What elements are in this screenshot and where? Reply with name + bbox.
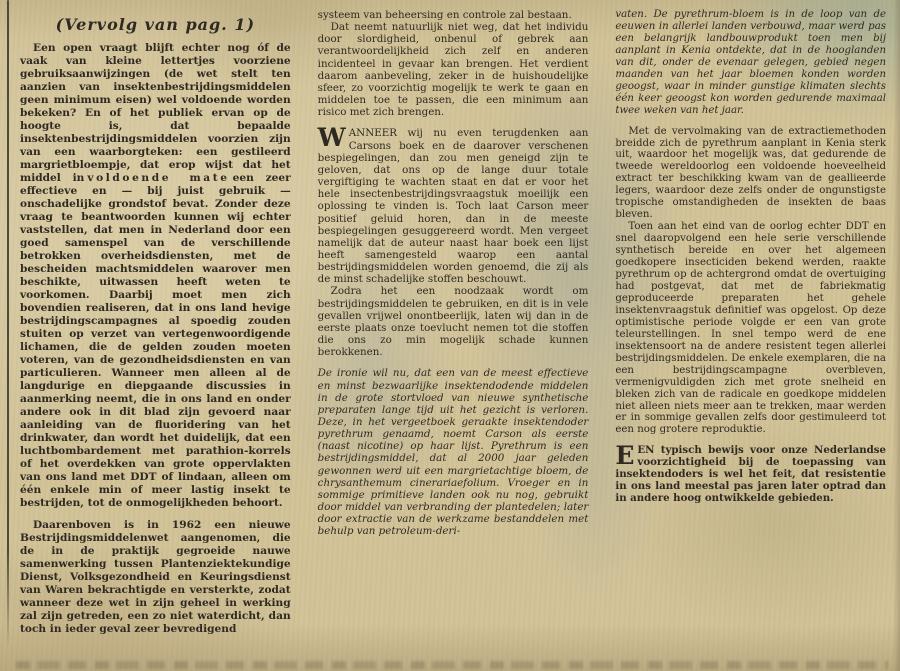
continuation-note: (Vervolg van pag. 1) — [55, 15, 256, 34]
paragraph-text: een zeer effectieve en — bij juist gebruik — onschadelijke grondstof bevat. Zonder deze vraag te beantwoorden kunnen wij echter vaststellen, dat men in Nederland door een goed samenspel van de verschillende betrokken overheidsdiensten, met de bescheiden machtsmiddelen waarover men beschikte, uitwassen heeft weten te voorkomen. Daarbij moet men zich bovendien realiseren, dat in ons land hevige bestrijdingscampagnes al spoedig zouden stuiten op verzet van vertegenwoordigende lichamen, die de gelden zouden moeten voteren, van de gezondheidsdiensten en van particulieren. Wanneer men alleen al de langdurige en diepgaande discussies in aanmerking neemt, die in ons land en onder andere ook in dit blad zijn gevoerd naar aanleiding van de fluoridering van het drinkwater, dan wordt het duidelijk, dat een luchtbombardement met parathion-korrels of het overdekken van grote oppervlakten van ons land met DDT of lindaan, alleen om één enkele min of meer lastig insekt te bestrijden, tot de onmogelijkheden behoort. — [20, 172, 291, 509]
paragraph: Met de vervolmaking van de extractiemethoden breidde zich de pyrethrum aanplant in Kenia sterk uit, waardoor het mogelijk was, dat gedurende de tweede wereldoorlog een voldoende hoeveelheid extract ter beschikking kwam van de geallieerde legers, waardoor deze zelfs onder de ongunstigste tropische omstandigheden de insekten de baas bleven. — [615, 125, 887, 221]
paragraph: Toen aan het eind van de oorlog echter DDT en snel daaropvolgend een hele serie verschillende synthetisch bereide en over het algemeen goedkopere insecticiden bekend werden, raakte pyrethrum op de achtergrond omdat de overtuiging had postgevat, dat met de fabriekmatig geproduceerde preparaten het gehele insektenvraagstuk definitief was opgelost. Op deze optimistische periode volgde er een van grote teleurstellingen. In snel tempo werd de ene insektensoort na de andere resistent tegen allerlei bestrijdingsmiddelen. De enkele exemplaren, die na een bestrijdingscampagne overbleven, vermenigvuldigden zich met grote snelheid en bleken zich van de radicale en goedkope middelen niet alleen niets meer aan te trekken, maar werden er in sommige gevallen zelfs door gestimuleerd tot een nog grotere reproduktie. — [615, 221, 887, 436]
paragraph-text: typisch bewijs voor onze Nederlandse voorzichtigheid bij de toepassing van insektendoders is wel het feit, dat resistentie in ons land meestal pas jaren later optrad dan in andere hoog ontwikkelde gebieden. — [615, 444, 887, 505]
paragraph-italic: vaten. De pyrethrum-bloem is in de loop van de eeuwen in allerlei landen verbouwd, maar werd pas een belangrijk landbouwprodukt toen men bij aanplant in Kenia ontdekte, dat in de hooglanden van dit, onder de evenaar gelegen, gebied negen maanden van het jaar bloemen konden worden geoogst, waar in minder gunstige klimaten slechts één keer geoogst kon worden gedurende maximaal twee weken van het jaar. — [615, 9, 887, 116]
paragraph: Zodra het een noodzaak wordt om bestrijdingsmiddelen te gebruiken, en dit is in vele gevallen vrijwel onontbeerlijk, laten wij dan in de eerste plaats onze toevlucht nemen tot die stoffen die ons zo min mogelijk schade kunnen berokkenen. — [317, 285, 589, 359]
paragraph: Dat neemt natuurlijk niet weg, dat het individu door slordigheid, onbenul of gebrek aan verantwoordelijkheid zich zelf en anderen incidenteel in gevaar kan brengen. Het verdient daarom aanbeveling, zeker in de huishoudelijke sfeer, zo voorzichtig mogelijk te werk te gaan en middelen toe te passen, die een minimum aan risico met zich brengen. — [317, 21, 589, 119]
article-column-3 — [615, 5, 886, 665]
paragraph-text: Een open vraagt blijft echter nog óf de vaak van kleine lettertjes voorziene gebruiksaanwijzingen (de wet stelt ten aanzien van insektenbestrijdingsmiddelen geen minimum eisen) wel voldoende worden bekeken? En of het publiek ervan op de hoogte is, dat bepaalde insektenbestrijdingsmiddelen voorzien zijn van een waarborgteken: een gestileerd margrietbloempje, dat erop wijst dat het middel in — [20, 42, 291, 184]
paragraph-italic: De ironie wil nu, dat een van de meest effectieve en minst bezwaarlijke insektendodende middelen in de grote stortvloed van nieuwe synthetische preparaten lange tijd uit het gezicht is verloren. Deze, in het vergeetboek geraakte insektendoder pyrethrum genaamd, noemt Carson als eerste (naast nicotine) op haar lijst. Pyrethrum is een bestrijdingsmiddel, dat al 2000 jaar geleden gewonnen werd uit een margrietachtige bloem, de chrysanthemum cinerariaefolium. Vroeger en in sommige primitieve landen ook nu nog, gebruikt door middel van verbranding der plantedelen; later door extractie van de werkzame bestanddelen met behulp van petroleum-deri- — [317, 367, 589, 538]
paragraph-dropcap-wanneer — [317, 123, 589, 286]
paragraph-dropcap-een — [615, 441, 887, 505]
lead-caps: ANNEER — [348, 127, 397, 140]
spaced-emphasis: voldoende mate — [87, 172, 230, 184]
paragraph: systeem van beheersing en controle zal bestaan. — [317, 9, 572, 21]
paragraph-text: wij nu even terugdenken aan Carsons boek en de daarover verschenen bespiegelingen, dan zou men geneigd zijn te geloven, dat ons op de lange duur totale vergiftiging te wachten staat en dat er voor het hele insectenbestrijdingsvraagstuk moeilijk een oplossing te vinden is. Toch laat Carson meer positief geluid horen, dan in de meeste bespiegelingen gesuggereerd wordt. Men vergeet namelijk dat de auteur naast haar boek een lijst heeft samengesteld waarop een aantal bestrijdingsmiddelen worden genoemd, die zij als de minst schadelijke stoffen beschouwt. — [317, 127, 589, 286]
article-column-1 — [20, 5, 291, 665]
article-column-2 — [318, 5, 589, 665]
paragraph: Daarenboven is in 1962 een nieuwe Bestrijdingsmiddelenwet aangenomen, die de in de praktijk gegroeide nauwe samenwerking tussen Plantenziektekundige Dienst, Volksgezondheid en Keuringsdienst van Waren bekrachtigde en versterkte, zodat wanneer deze wet in zijn geheel in werking zal zijn getreden, een zo niet waterdicht, dan toch in ieder geval zeer bevredigend — [20, 519, 291, 635]
drop-cap: W — [317, 123, 346, 153]
paragraph — [20, 42, 291, 510]
lead-caps: EN — [637, 444, 655, 457]
drop-cap: E — [615, 441, 635, 471]
cut-off-next-row-remnant — [16, 661, 888, 669]
